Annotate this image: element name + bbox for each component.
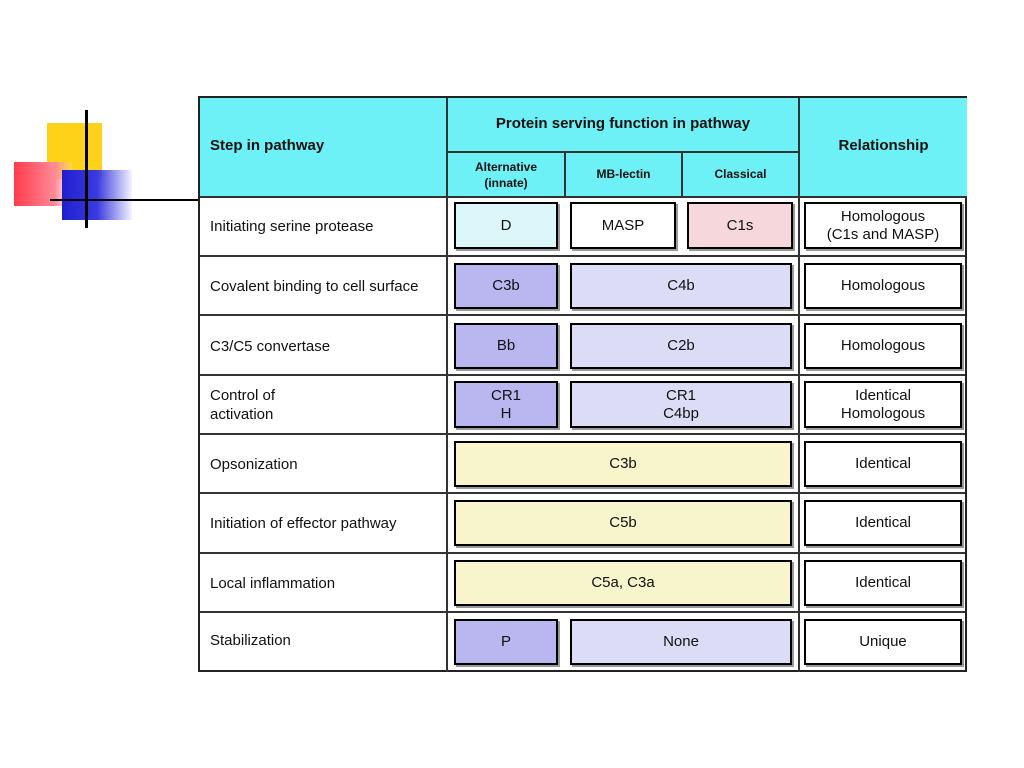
header-relationship-cell: [800, 98, 967, 198]
header-step-label: Step in pathway: [210, 137, 325, 154]
decorative-vertical-line: [85, 110, 88, 228]
relationship-value: Identical: [804, 441, 962, 487]
relationship-value: Identical: [804, 560, 962, 606]
protein-alternative: D: [454, 202, 558, 249]
relationship-value: Identical Homologous: [804, 381, 962, 428]
header-step-cell: [200, 98, 448, 198]
step-label: Control of activation: [210, 387, 276, 423]
header-alternative-label: Alternative (innate): [474, 160, 538, 190]
decorative-horizontal-line: [50, 199, 198, 201]
row-divider: [200, 433, 965, 435]
complement-pathway-table: [198, 96, 967, 672]
protein-alternative: C3b: [454, 263, 558, 309]
column-divider: [446, 198, 448, 672]
row-divider: [200, 492, 965, 494]
relationship-value: Unique: [804, 619, 962, 665]
relationship-value: Homologous: [804, 263, 962, 309]
protein-alternative: Bb: [454, 323, 558, 369]
row-divider: [200, 374, 965, 376]
step-label: Covalent binding to cell surface: [210, 278, 419, 295]
header-relationship-label: Relationship: [838, 137, 929, 154]
protein-lectin-classical: CR1 C4bp: [570, 381, 792, 428]
row-divider: [200, 314, 965, 316]
step-label: C3/C5 convertase: [210, 338, 331, 355]
protein-lectin-classical: C4b: [570, 263, 792, 309]
header-protein-label: Protein serving function in pathway: [495, 115, 751, 132]
protein-alternative: P: [454, 619, 558, 665]
step-label: Opsonization: [210, 456, 298, 473]
row-divider: [200, 255, 965, 257]
row-divider: [200, 611, 965, 613]
relationship-value: Identical: [804, 500, 962, 546]
relationship-value: Homologous (C1s and MASP): [804, 202, 962, 249]
header-mblectin-label: MB-lectin: [596, 167, 651, 181]
protein-mblectin: MASP: [570, 202, 676, 249]
protein-classical: C1s: [687, 202, 793, 249]
relationship-value: Homologous: [804, 323, 962, 369]
header-classical-label: Classical: [714, 167, 767, 181]
row-divider: [200, 552, 965, 554]
step-label: Initiation of effector pathway: [210, 515, 397, 532]
column-divider: [798, 198, 800, 672]
step-label: Stabilization: [210, 632, 291, 649]
header-alternative-cell: [448, 153, 566, 198]
protein-all-pathways: C3b: [454, 441, 792, 487]
header-protein-cell: [448, 98, 800, 153]
protein-all-pathways: C5b: [454, 500, 792, 546]
protein-lectin-classical: None: [570, 619, 792, 665]
protein-alternative: CR1 H: [454, 381, 558, 428]
header-classical-cell: [683, 153, 800, 198]
protein-all-pathways: C5a, C3a: [454, 560, 792, 606]
protein-lectin-classical: C2b: [570, 323, 792, 369]
step-label: Local inflammation: [210, 575, 336, 592]
decorative-blue-square: [62, 170, 132, 220]
header-mblectin-cell: [566, 153, 683, 198]
step-label: Initiating serine protease: [210, 218, 374, 235]
